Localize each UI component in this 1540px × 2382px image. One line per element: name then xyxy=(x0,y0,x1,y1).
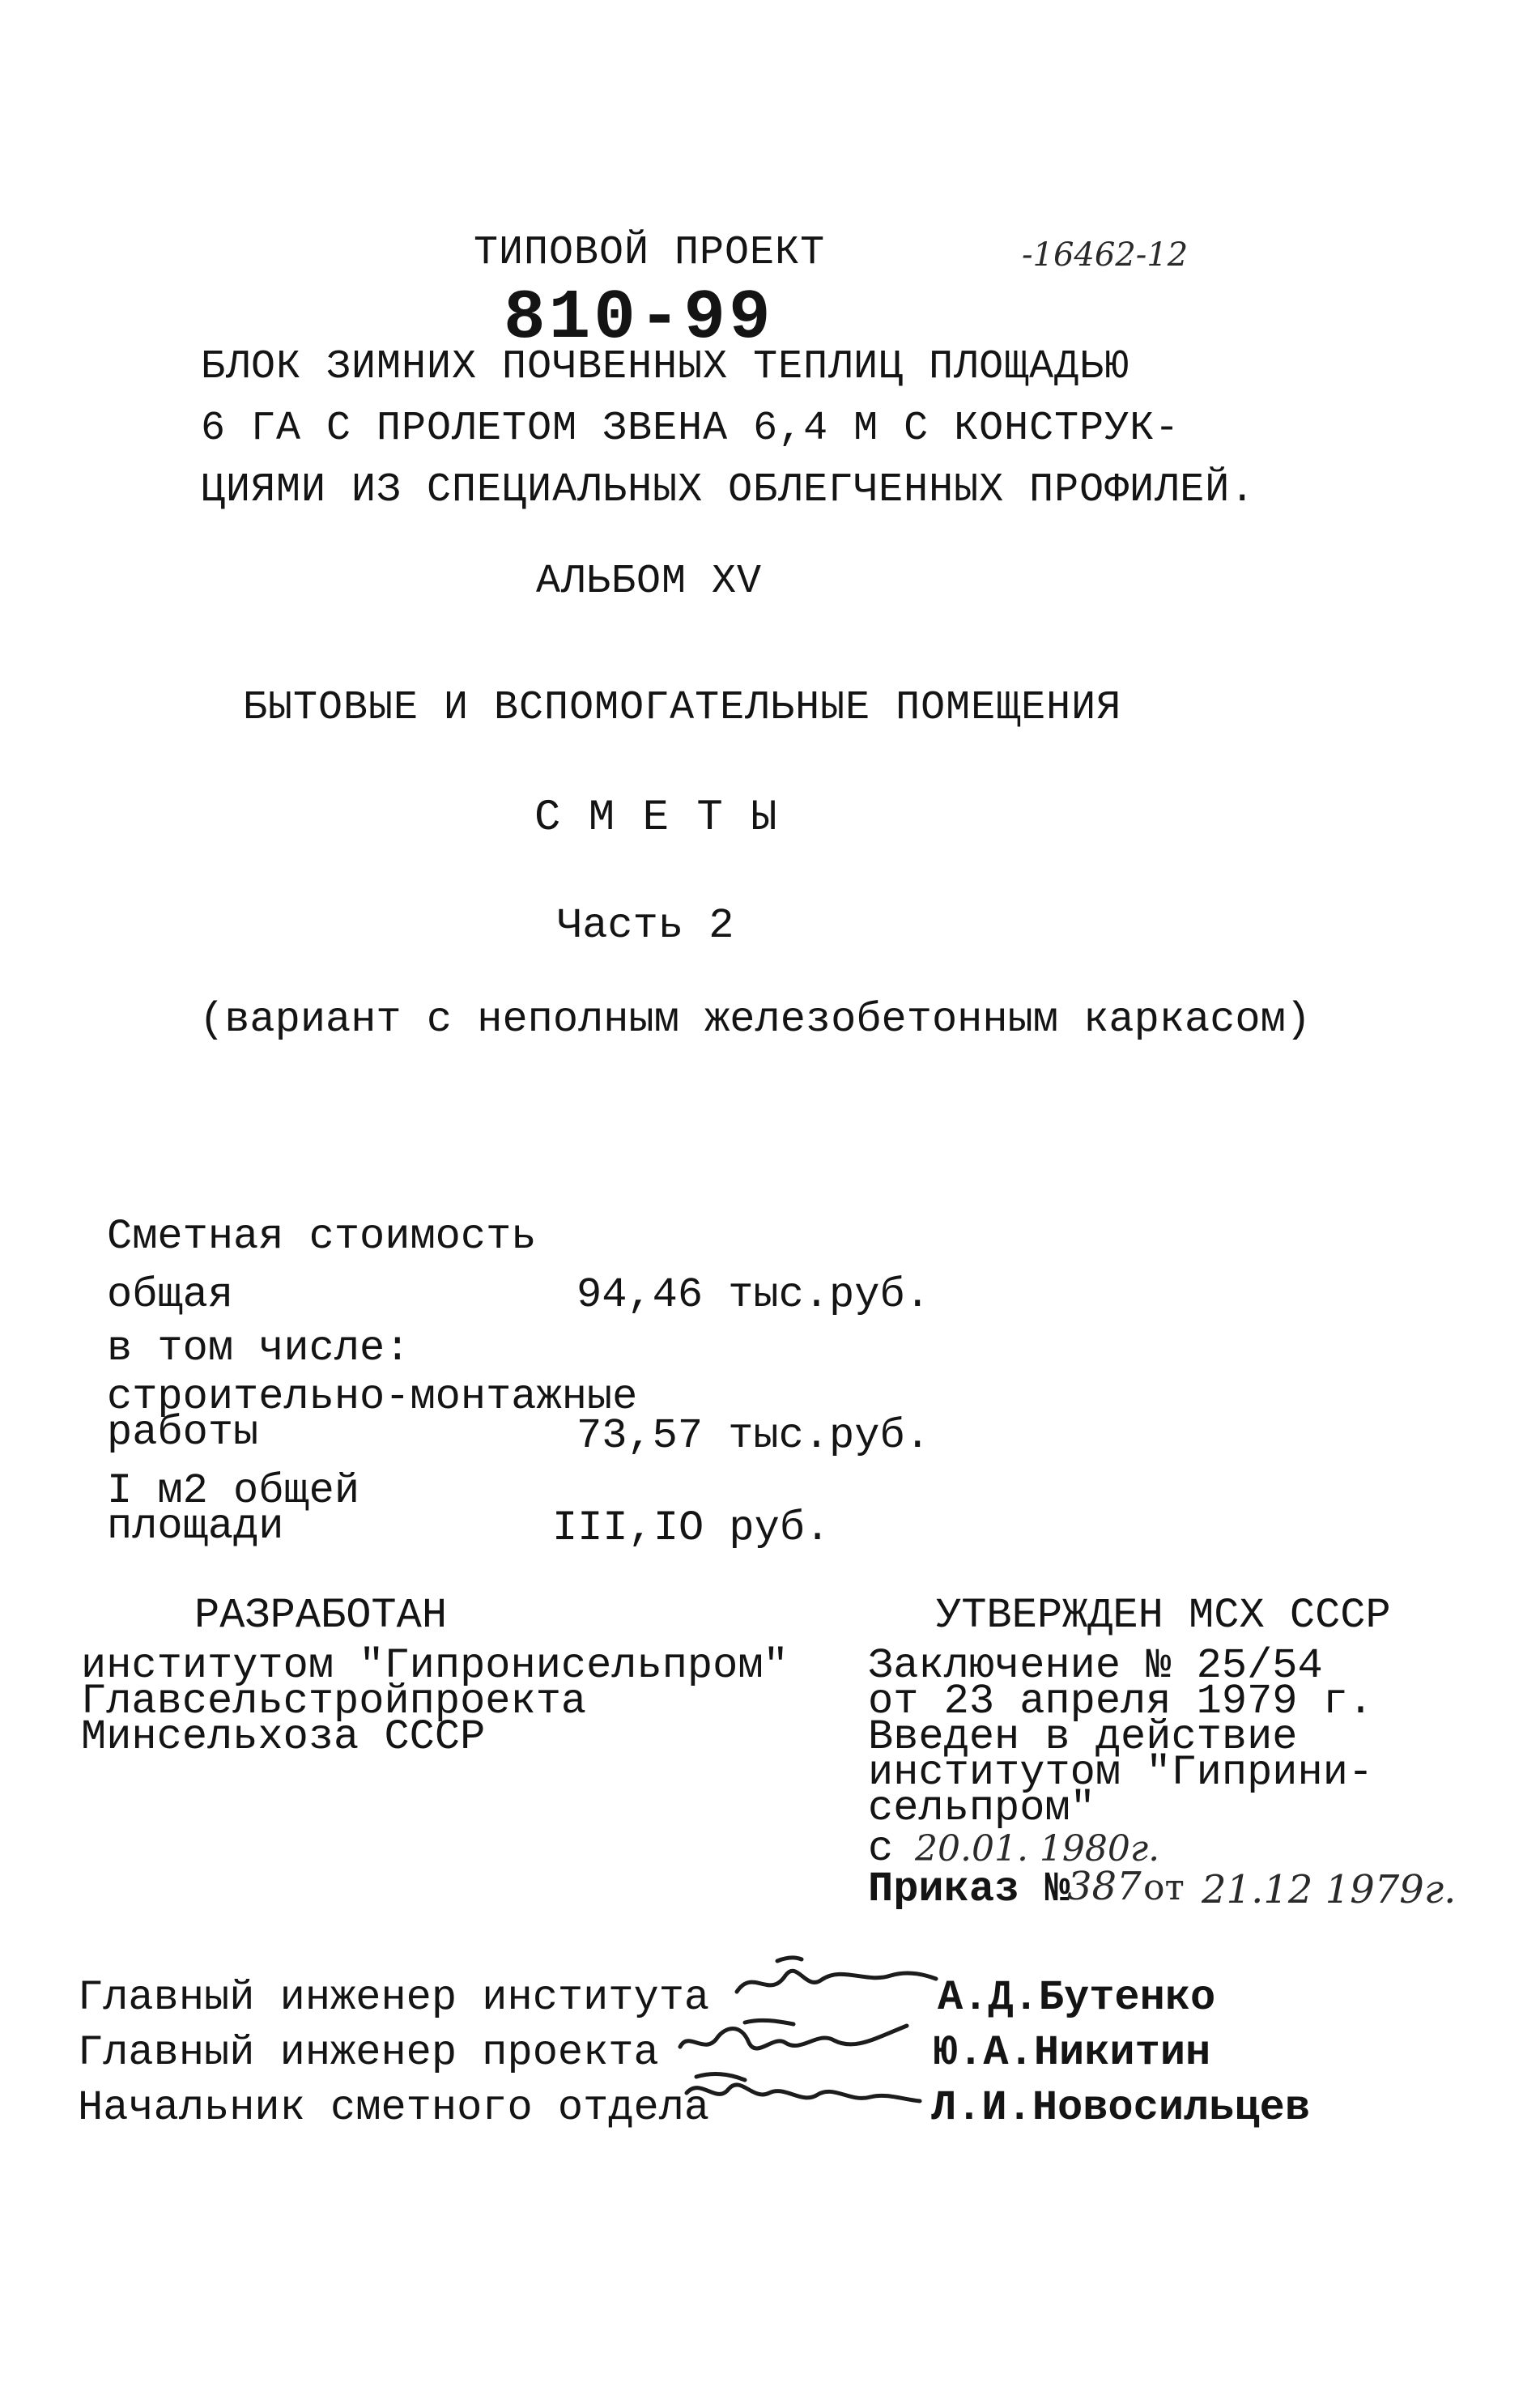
signature-role-2: Главный инженер проекта xyxy=(78,2029,659,2077)
handwritten-signature-3 xyxy=(680,2061,923,2125)
approved-line-6-prefix: с xyxy=(868,1825,894,1873)
cost-construction-value: 73,57 тыс.руб. xyxy=(576,1412,930,1460)
approved-line-2: от 23 апреля 1979 г. xyxy=(868,1678,1374,1725)
developed-line-2: Главсельстройпроекта xyxy=(81,1678,587,1725)
variant: (вариант с неполным железобетонным каркасом) xyxy=(199,996,1312,1044)
archive-number: -16462-12 xyxy=(1022,236,1189,274)
approved-line-4: институтом "Гиприни- xyxy=(868,1749,1374,1797)
developed-heading: РАЗРАБОТАН xyxy=(194,1592,448,1640)
approved-line-3: Введен в действие xyxy=(868,1713,1298,1761)
signature-name-3: Л.И.Новосильцев xyxy=(931,2084,1311,2132)
developed-line-3: Минсельхоза СССР xyxy=(81,1713,486,1761)
approved-line-7-prefix: Приказ № xyxy=(868,1865,1070,1913)
doc-type: С М Е Т Ы xyxy=(534,793,778,843)
part: Часть 2 xyxy=(557,902,734,950)
developed-line-1: институтом "Гипронисельпром" xyxy=(81,1642,789,1690)
approved-line-6-date: 20.01. 1980г. xyxy=(915,1828,1160,1869)
signature-name-2: Ю.А.Никитин xyxy=(933,2029,1211,2077)
approved-line-5: сельпром" xyxy=(868,1784,1095,1832)
album: АЛЬБОМ XV xyxy=(536,559,763,605)
cost-heading: Сметная стоимость xyxy=(107,1213,537,1261)
cost-total-label: общая xyxy=(107,1271,234,1319)
approved-line-1: Заключение № 25/54 xyxy=(868,1642,1323,1690)
title-line-2: 6 ГА С ПРОЛЕТОМ ЗВЕНА 6,4 М С КОНСТРУК- xyxy=(201,406,1181,452)
cost-per-m2-value: III,IO руб. xyxy=(552,1504,831,1552)
cost-construction-label-2: работы xyxy=(107,1409,259,1457)
signature-name-1: А.Д.Бутенко xyxy=(938,1974,1216,2022)
title-line-3: ЦИЯМИ ИЗ СПЕЦИАЛЬНЫХ ОБЛЕГЧЕННЫХ ПРОФИЛЕЙ. xyxy=(201,467,1256,513)
approved-line-7-number: 387 xyxy=(1067,1864,1142,1909)
cost-per-m2-label-2: площади xyxy=(107,1503,284,1550)
section: БЫТОВЫЕ И ВСПОМОГАТЕЛЬНЫЕ ПОМЕЩЕНИЯ xyxy=(243,685,1122,731)
cost-construction-label-1: строительно-монтажные xyxy=(107,1373,638,1421)
project-code: 810-99 xyxy=(504,279,774,358)
cost-total-value: 94,46 тыс.руб. xyxy=(576,1271,930,1319)
approved-line-7-mid: от xyxy=(1143,1867,1185,1908)
cost-including: в том числе: xyxy=(107,1325,411,1372)
signature-role-3: Начальник сметного отдела xyxy=(78,2084,710,2132)
project-type: ТИПОВОЙ ПРОЕКТ xyxy=(474,230,826,276)
signature-role-1: Главный инженер института xyxy=(78,1974,710,2022)
approved-heading: УТВЕРЖДЕН МСХ СССР xyxy=(936,1592,1391,1640)
title-line-1: БЛОК ЗИМНИХ ПОЧВЕННЫХ ТЕПЛИЦ ПЛОЩАДЬЮ xyxy=(201,344,1130,390)
approved-line-7-date: 21.12 1979г. xyxy=(1202,1867,1457,1912)
cost-per-m2-label-1: I м2 общей xyxy=(107,1467,360,1515)
